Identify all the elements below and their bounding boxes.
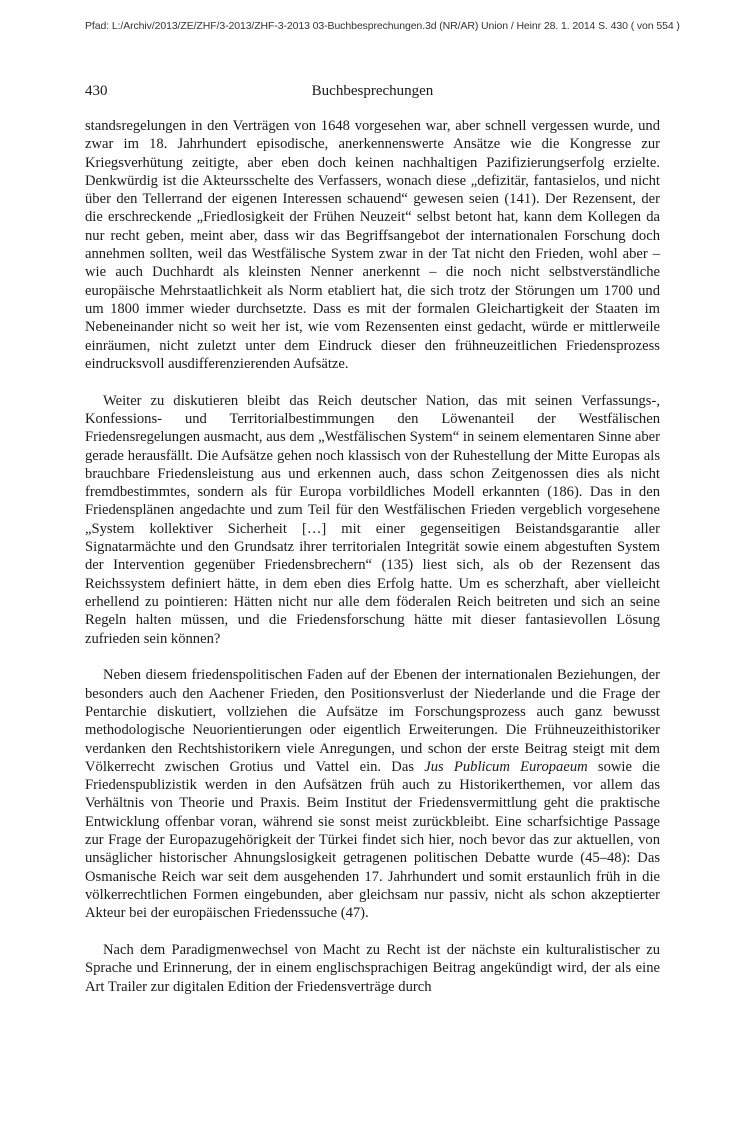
proof-path-line: Pfad: L:/Archiv/2013/ZE/ZHF/3-2013/ZHF-3-2013 03-Buchbesprechungen.3d (NR/AR) Union / Heinr 28. 1. 2014 S. 430 ( von 554 ) <box>85 20 680 32</box>
paragraph-continued <box>85 117 660 373</box>
paragraph-text: sowie die Friedenspublizistik werden in den Aufsätzen früh auch zu Historikerthemen, vor allem das Verhältnis von Theorie und Praxis. Beim Institut der Friedensvermittlung geht die praktische Entwicklung offenbar voran, während sie sonst meist zurückbleibt. Eine scharfsichtige Passage zur Frage der Europazugehörigkeit der Türkei findet sich hier, noch bevor das zur aktuellen, von unsäglicher historischer Ahnungslosigkeit getragenen politischen Debatte wurde (45–48): Das Osmanische Reich war seit dem ausgehenden 17. Jahrhundert und somit erstaunlich früh in die völkerrechtlichen Formen eingebunden, aber gleichsam nur passiv, nicht als schon akzeptierter Akteur bei der europäischen Friedenssuche (47). <box>85 758 660 922</box>
italic-term: Jus Publicum Europaeum <box>424 758 588 775</box>
paragraph-methodology <box>85 666 660 922</box>
page-number: 430 <box>85 83 108 99</box>
paragraph-text: Nach dem Paradigmenwechsel von Macht zu Recht ist der nächste ein kulturalistischer zu Sprache und Erinnerung, der in einem englischsprachigen Beitrag angekündigt wird, der als eine Art Trailer zur digitalen Edition der Friedensverträge durch <box>85 941 660 995</box>
paragraph-text: standsregelungen in den Verträgen von 1648 vorgesehen war, aber schnell vergessen wurde, und zwar im 18. Jahrhundert episodische, anerkennenswerte Ansätze wie die Kongresse zur Kriegsverhütung zeitigte, aber eben doch keinen nachhaltigen Pazifizierungserfolg erzielte. Denkwürdig ist die Akteursschelte des Verfassers, wonach diese „defizitär, fantasielos, und nicht über den Tellerrand der eigenen Interessen schauend“ gewesen seien (141). Der Rezensent, der die erschreckende „Friedlosigkeit der Frühen Neuzeit“ selbst betont hat, kann dem Kollegen da nur recht geben, meint aber, dass wir das Begriffsangebot der internationalen Forschung doch annehmen sollten, weil das Westfälische System zwar in der Tat nicht den Frieden, wohl aber – wie auch Duchhardt als kleinsten Nenner anerkennt – die noch nicht selbstverständliche europäische Mehrstaatlichkeit als Norm etabliert hat, die sich trotz der Störungen um 1700 und um 1800 immer wieder durchsetzte. Dass es mit der formalen Gleichartigkeit der Staaten im Nebeneinander nicht so weit her ist, wie vom Rezensenten einst gedacht, würde er mittlerweile einräumen, nicht zuletzt unter dem Eindruck dieser den frühneuzeitlichen Friedensprozess eindrucksvoll ausdifferenzierenden Aufsätze. <box>85 118 660 372</box>
paragraph-text: Neben diesem friedenspolitischen Faden auf der Ebenen der internationalen Beziehungen, der besonders auch den Aachener Frieden, den Positionsverlust der Niederlande und die Frage der Pentarchie diskutiert, vollziehen die Aufsätze im Forschungsprozess auch ganz bewusst methodologische Neuorientierungen oder eigentlich Erweiterungen. Die Frühneuzeithistoriker verdanken den Rechtshistorikern viele Anregungen, und schon der erste Beitrag steigt mit dem Völkerrecht zwischen Grotius und Vattel ein. Das <box>85 667 660 775</box>
paragraph-text: Weiter zu diskutieren bleibt das Reich deutscher Nation, das mit seinen Verfassungs-, Konfessions- und Territorialbestimmungen den Löwenanteil der Westfälischen Friedensregelungen ausmacht, aus dem „Westfälischen System“ in seinem elementaren Sinne aber gerade herausfällt. Die Aufsätze gehen noch klassisch von der Ruhestellung der Mitte Europas als brauchbare Friedensleistung aus und erkennen auch, dass schon Zeitgenossen dies als nicht fremdbestimmtes, sondern als für Europa vorbildliches Modell erkannten (186). Das in den Friedensplänen angedachte und zum Teil für den Westfälischen Frieden vergeblich vorgesehene „System kollektiver Sicherheit […] mit einer gegenseitigen Beistandsgarantie aller Signatarmächte und den Grundsatz ihrer territorialen Integrität sowie einem abgestuften System der Intervention gegenüber Friedensbrechern“ (135) liest sich, als ob der Rezensent das Reichssystem definiert hätte, in dem eben dies Erfolg hatte. Um es scherzhaft, aber vielleicht erhellend zu pointieren: Hätten nicht nur alle dem föderalen Reich beitreten und sich an seine Regeln halten müssen, und die Friedensforschung hätte mit dieser fantasievollen Lösung zufrieden sein können? <box>85 392 660 647</box>
paragraph-paradigm <box>85 941 660 996</box>
body-text <box>85 117 660 996</box>
paragraph-reich <box>85 392 660 648</box>
running-title: Buchbesprechungen <box>311 83 434 99</box>
